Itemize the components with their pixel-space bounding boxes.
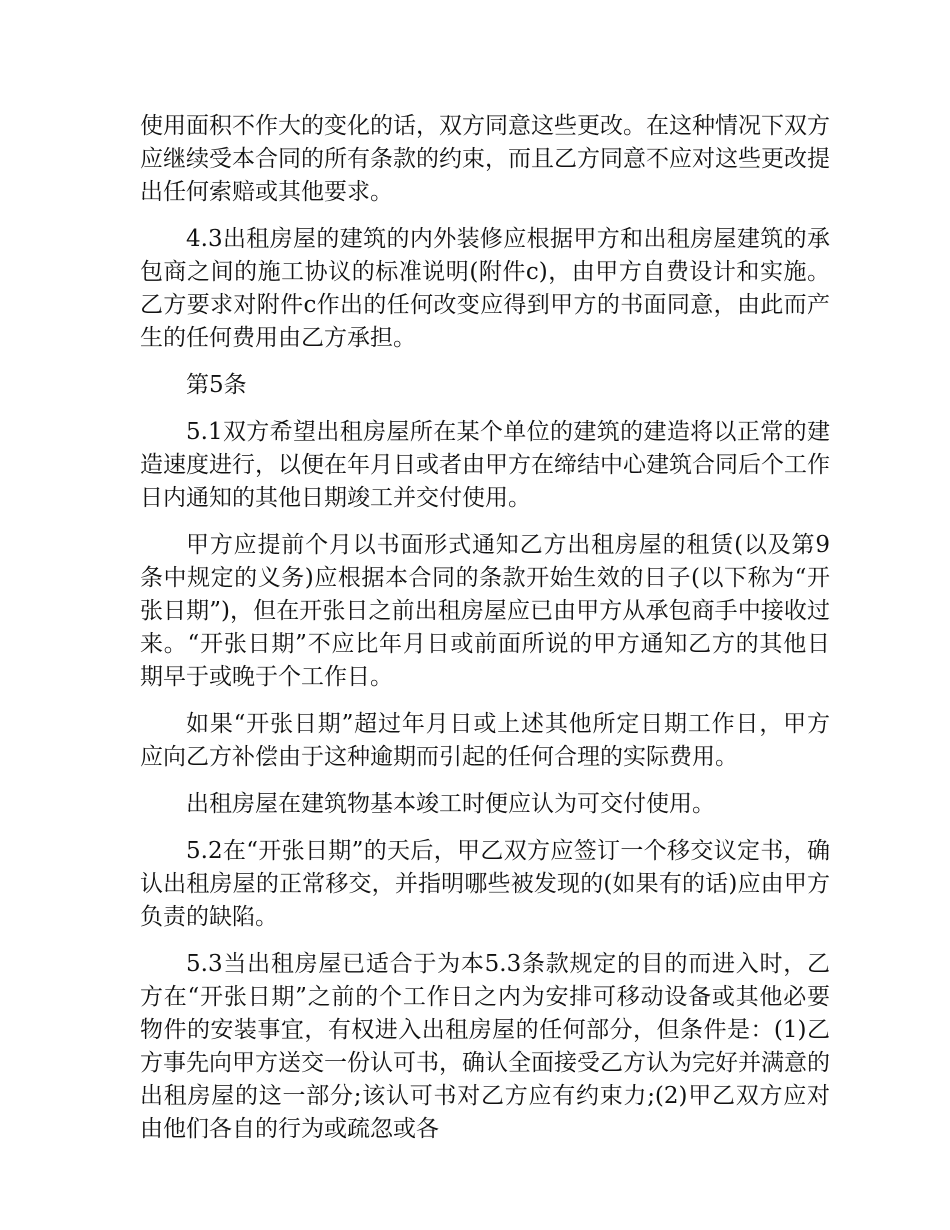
document-body: [140, 110, 830, 1160]
paragraph-clause-5-1: 5.1双方希望出租房屋所在某个单位的建筑的建造将以正常的建造速度进行，以便在年月日或者由甲方在缔结中心建筑合同后个工作日内通知的其他日期竣工并交付使用。: [140, 419, 830, 511]
paragraph-continued: 使用面积不作大的变化的话，双方同意这些更改。在这种情况下双方应继续受本合同的所有条款的约束，而且乙方同意不应对这些更改提出任何索赔或其他要求。: [140, 113, 830, 205]
paragraph-compensation: 如果“开张日期”超过年月日或上述其他所定日期工作日，甲方应向乙方补偿由于这种逾期而引起的任何合理的实际费用。: [140, 711, 830, 770]
article-heading-5: 第5条: [186, 372, 247, 398]
paragraph-clause-4-3: 4.3出租房屋的建筑的内外装修应根据甲方和出租房屋建筑的承包商之间的施工协议的标准说明(附件c)，由甲方自费设计和实施。乙方要求对附件c作出的任何改变应得到甲方的书面同意，由此而产生的任何费用由乙方承担。: [140, 226, 830, 351]
paragraph-notice: 甲方应提前个月以书面形式通知乙方出租房屋的租赁(以及第9条中规定的义务)应根据本合同的条款开始生效的日子(以下称为“开张日期”)，但在开张日之前出租房屋应已由甲方从承包商手中接收过来。“开张日期”不应比年月日或前面所说的甲方通知乙方的其他日期早于或晚于个工作日。: [140, 532, 830, 690]
paragraph-clause-5-2: 5.2在“开张日期”的天后，甲乙双方应签订一个移交议定书，确认出租房屋的正常移交，并指明哪些被发现的(如果有的话)应由甲方负责的缺陷。: [140, 838, 830, 930]
paragraph-completion: 出租房屋在建筑物基本竣工时便应认为可交付使用。: [186, 791, 715, 817]
paragraph-clause-5-3: 5.3当出租房屋已适合于为本5.3条款规定的目的而进入时，乙方在“开张日期”之前的个工作日之内为安排可移动设备或其他必要物件的安装事宜，有权进入出租房屋的任何部分，但条件是：(1)乙方事先向甲方送交一份认可书，确认全面接受乙方认为完好并满意的出租房屋的这一部分;该认可书对乙方应有约束力;(2)甲乙双方应对由他们各自的行为或疏忽或各: [140, 951, 830, 1142]
